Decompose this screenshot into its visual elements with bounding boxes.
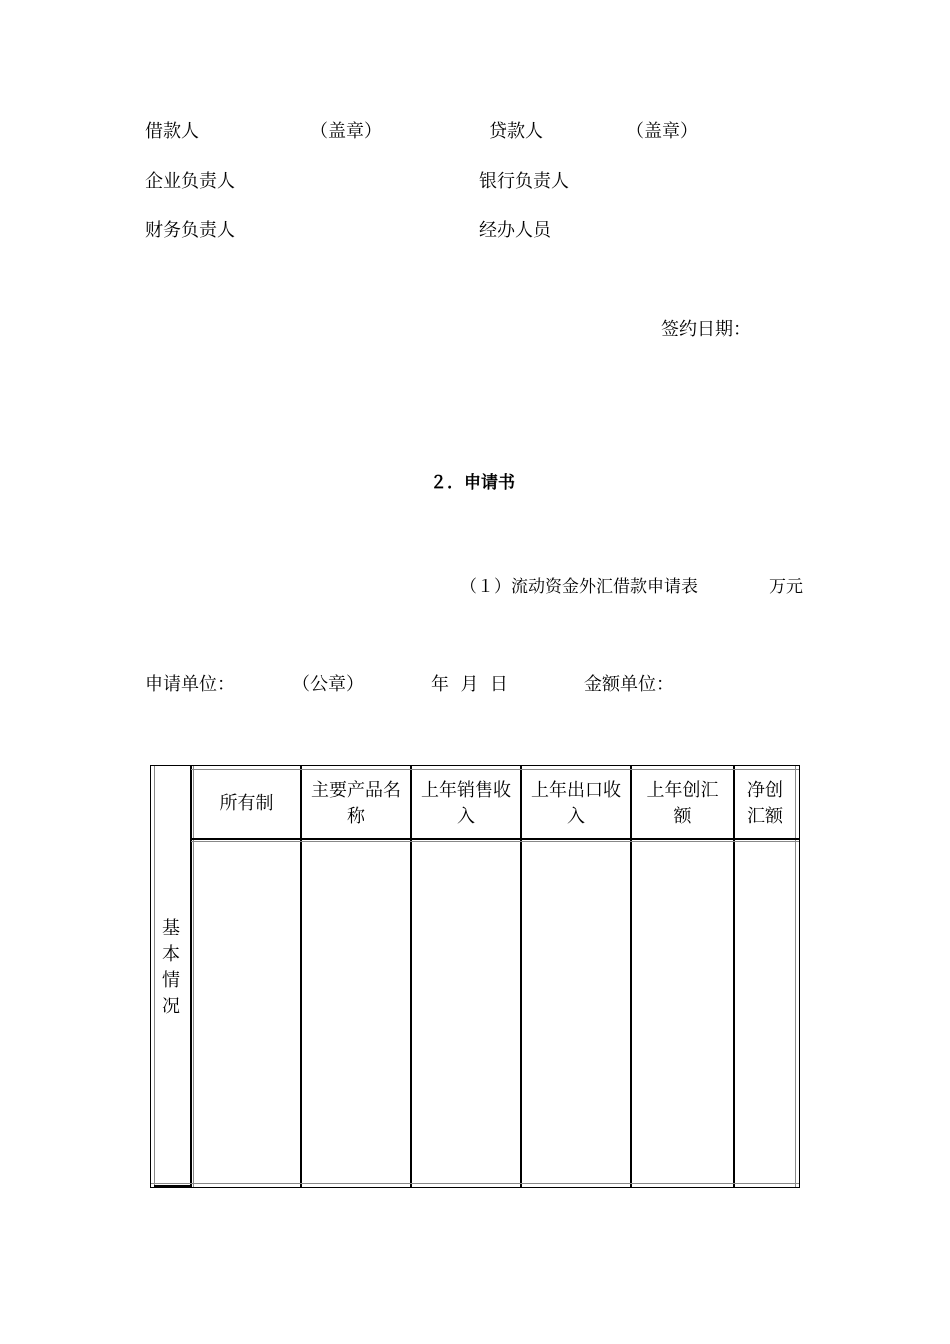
lender-seal-label: （盖章） bbox=[626, 121, 698, 142]
header-ownership bbox=[193, 770, 300, 838]
header-ownership-text: 所有制 bbox=[219, 793, 274, 814]
table-border-inner-bottom bbox=[151, 1183, 799, 1184]
header-last-year-sales-line2: 入 bbox=[457, 806, 475, 827]
header-divider-shadow bbox=[191, 841, 799, 842]
application-table bbox=[150, 765, 800, 1188]
header-last-year-export-line2: 入 bbox=[567, 806, 585, 827]
official-seal-label: （公章） bbox=[292, 674, 364, 695]
unit-label: 万元 bbox=[769, 577, 803, 597]
header-main-products-line1: 主要产品名 bbox=[311, 780, 401, 801]
header-last-year-export bbox=[522, 770, 630, 838]
side-label-char: 况 bbox=[162, 996, 180, 1017]
enterprise-head-label: 企业负责人 bbox=[145, 171, 235, 192]
borrower-seal-label: （盖章） bbox=[310, 121, 382, 142]
bank-head-label: 银行负责人 bbox=[479, 171, 569, 192]
basic-info-side-label bbox=[151, 916, 191, 1020]
lender-label: 贷款人 bbox=[489, 121, 543, 142]
header-last-year-forex bbox=[632, 770, 733, 838]
date-label: 年 月 日 bbox=[431, 674, 508, 695]
side-label-char: 情 bbox=[162, 970, 180, 991]
header-last-year-sales bbox=[412, 770, 520, 838]
header-net-forex-line1: 净创 bbox=[747, 780, 783, 801]
header-last-year-forex-line1: 上年创汇 bbox=[646, 780, 719, 801]
borrower-label: 借款人 bbox=[145, 121, 199, 142]
header-divider bbox=[191, 838, 799, 840]
header-last-year-sales-line1: 上年销售收 bbox=[421, 780, 511, 801]
amount-unit-label: 金额单位： bbox=[584, 674, 674, 695]
handler-label: 经办人员 bbox=[479, 220, 551, 241]
section-subtitle: （１）流动资金外汇借款申请表 bbox=[460, 577, 698, 597]
header-net-forex bbox=[735, 770, 795, 838]
finance-head-label: 财务负责人 bbox=[145, 220, 235, 241]
header-main-products-line2: 称 bbox=[347, 806, 365, 827]
header-net-forex-line2: 汇额 bbox=[747, 806, 783, 827]
table-border-inner-right bbox=[795, 766, 796, 1187]
side-label-char: 本 bbox=[162, 944, 180, 965]
header-last-year-export-line1: 上年出口收 bbox=[531, 780, 621, 801]
side-bottom-line bbox=[154, 1185, 190, 1187]
header-last-year-forex-line2: 额 bbox=[673, 806, 692, 827]
header-main-products bbox=[302, 770, 410, 838]
side-label-char: 基 bbox=[162, 918, 180, 939]
applicant-label: 申请单位： bbox=[145, 674, 235, 695]
sign-date-label: 签约日期： bbox=[661, 319, 751, 340]
section-title: ２．申请书 bbox=[430, 473, 515, 493]
